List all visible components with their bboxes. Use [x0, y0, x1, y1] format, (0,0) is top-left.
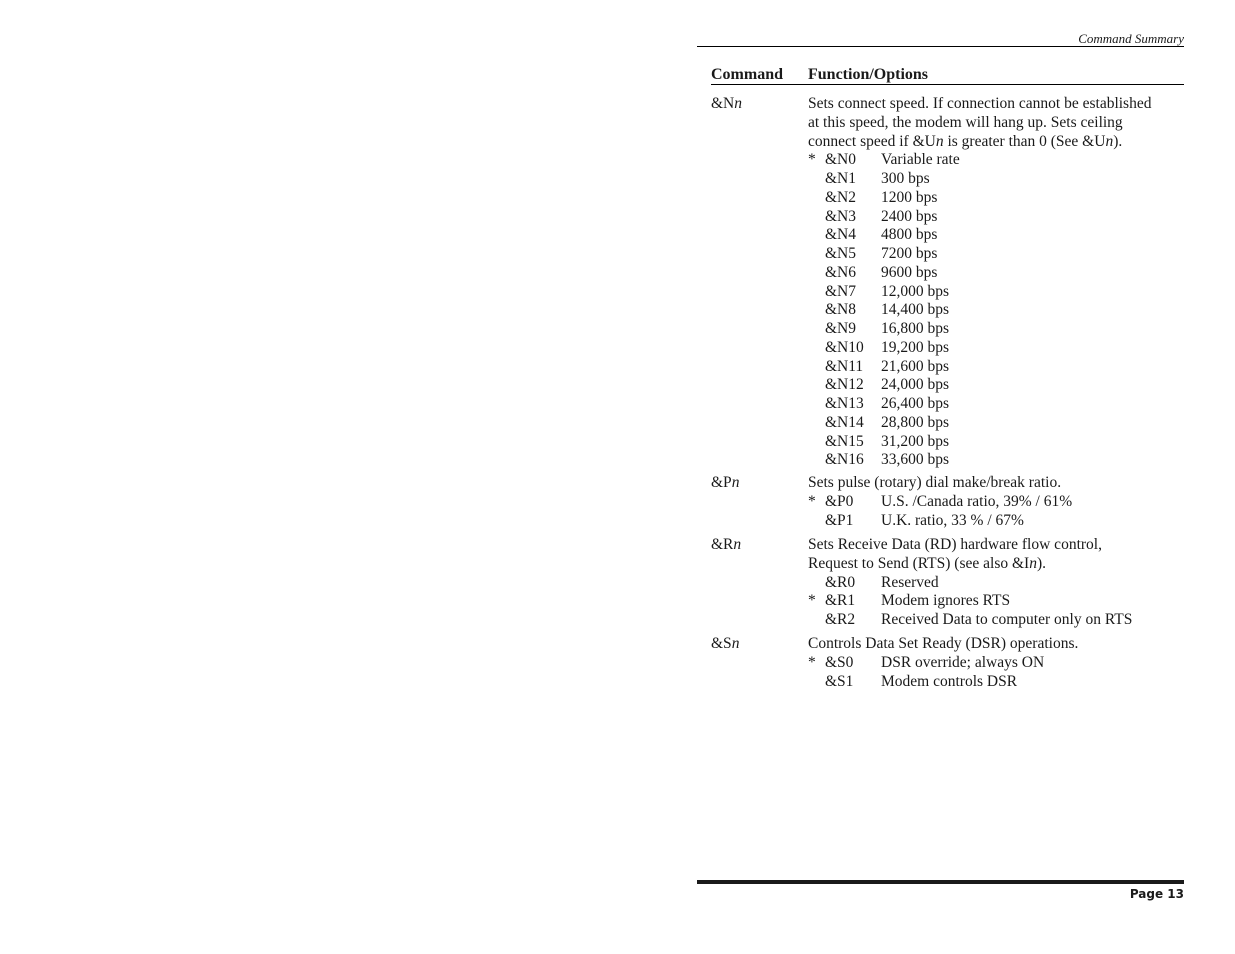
option-code: &N16 [825, 451, 864, 469]
page-number: Page 13 [1129, 887, 1184, 901]
option-code: &N13 [825, 395, 864, 412]
description-line: Controls Data Set Ready (DSR) operations. [808, 635, 1079, 652]
footer-rule [697, 880, 1184, 884]
option-row [808, 376, 1191, 395]
option-label: 16,800 bps [881, 320, 950, 337]
default-marker: * [808, 151, 816, 169]
description-line: Request to Send (RTS) (see also &In). [808, 554, 1046, 572]
option-code: &N3 [825, 207, 856, 225]
default-marker: * [808, 492, 816, 510]
command-description [808, 536, 1191, 630]
option-row [808, 320, 1191, 339]
option-code: &N6 [825, 263, 856, 281]
option-label: Reserved [881, 573, 939, 591]
option-label: Received Data to computer only on RTS [881, 611, 1133, 628]
option-label: 2400 bps [881, 207, 938, 225]
option-row [808, 493, 1191, 512]
command-name: &Rn [711, 536, 742, 553]
option-label: 28,800 bps [881, 413, 950, 431]
option-code: &R0 [825, 573, 856, 591]
option-row [808, 301, 1191, 320]
option-row [808, 433, 1191, 452]
option-row [808, 189, 1191, 208]
option-code: &N11 [825, 357, 864, 375]
option-row [808, 208, 1191, 227]
option-label: 21,600 bps [881, 357, 950, 375]
option-row [808, 414, 1191, 433]
command-description [808, 635, 1191, 691]
option-code: &N2 [825, 188, 856, 206]
option-code: &N9 [825, 320, 856, 337]
default-marker: * [808, 592, 816, 610]
option-label: 4800 bps [881, 226, 938, 244]
option-code: &P1 [825, 511, 854, 529]
column-header-function: Function/Options [808, 66, 929, 83]
option-code: &R1 [825, 592, 856, 610]
option-code: &N15 [825, 432, 864, 450]
option-label: Modem ignores RTS [881, 592, 1011, 610]
column-header-command: Command [711, 66, 784, 83]
description-line: at this speed, the modem will hang up. Sets ceiling [808, 113, 1123, 131]
option-label: 9600 bps [881, 263, 938, 281]
option-label: 19,200 bps [881, 338, 950, 356]
option-code: &R2 [825, 611, 856, 628]
option-label: Modem controls DSR [881, 672, 1018, 690]
description-line: Sets Receive Data (RD) hardware flow control, [808, 536, 1102, 553]
option-label: 12,000 bps [881, 282, 950, 300]
option-row [808, 592, 1191, 611]
command-name: &Nn [711, 95, 742, 112]
option-row [808, 395, 1191, 414]
option-label: 300 bps [881, 170, 930, 187]
option-label: Variable rate [881, 151, 960, 169]
option-code: &N10 [825, 338, 864, 356]
option-row [808, 654, 1191, 673]
option-code: &S0 [825, 653, 854, 671]
option-row [808, 512, 1191, 531]
option-label: U.S. /Canada ratio, 39% / 61% [881, 492, 1073, 510]
option-label: 26,400 bps [881, 395, 950, 412]
option-code: &N1 [825, 170, 856, 187]
option-label: 14,400 bps [881, 301, 950, 319]
page-header-title: Command Summary [1078, 31, 1184, 46]
description-line: Sets connect speed. If connection cannot be established [808, 95, 1152, 112]
option-code: &N7 [825, 282, 856, 300]
option-label: 7200 bps [881, 245, 938, 262]
option-label: 1200 bps [881, 188, 938, 206]
option-row [808, 358, 1191, 377]
description-line: Sets pulse (rotary) dial make/break ratio. [808, 474, 1062, 491]
command-description [808, 95, 1191, 470]
option-row [808, 226, 1191, 245]
option-code: &P0 [825, 492, 854, 510]
option-label: 24,000 bps [881, 376, 950, 394]
description-line: connect speed if &Un is greater than 0 (See &Un). [808, 132, 1123, 150]
option-row [808, 574, 1191, 593]
option-label: 33,600 bps [881, 451, 950, 469]
option-code: &N0 [825, 151, 856, 169]
option-row [808, 611, 1191, 630]
option-row [808, 264, 1191, 283]
option-row [808, 245, 1191, 264]
header-rule [697, 46, 1184, 47]
option-row [808, 451, 1191, 470]
option-code: &N8 [825, 301, 856, 319]
column-header-rule [711, 84, 1184, 85]
option-code: &N4 [825, 226, 856, 244]
option-label: U.K. ratio, 33 % / 67% [881, 511, 1024, 529]
command-name: &Sn [711, 635, 740, 652]
option-row [808, 283, 1191, 302]
option-label: 31,200 bps [881, 432, 950, 450]
command-description [808, 474, 1191, 530]
option-code: &N12 [825, 376, 864, 394]
option-label: DSR override; always ON [881, 653, 1045, 671]
option-code: &S1 [825, 672, 854, 690]
command-name: &Pn [711, 474, 740, 491]
option-row [808, 339, 1191, 358]
option-row [808, 673, 1191, 692]
option-code: &N14 [825, 413, 864, 431]
default-marker: * [808, 653, 816, 671]
option-row [808, 151, 1191, 170]
option-code: &N5 [825, 245, 856, 262]
option-row [808, 170, 1191, 189]
